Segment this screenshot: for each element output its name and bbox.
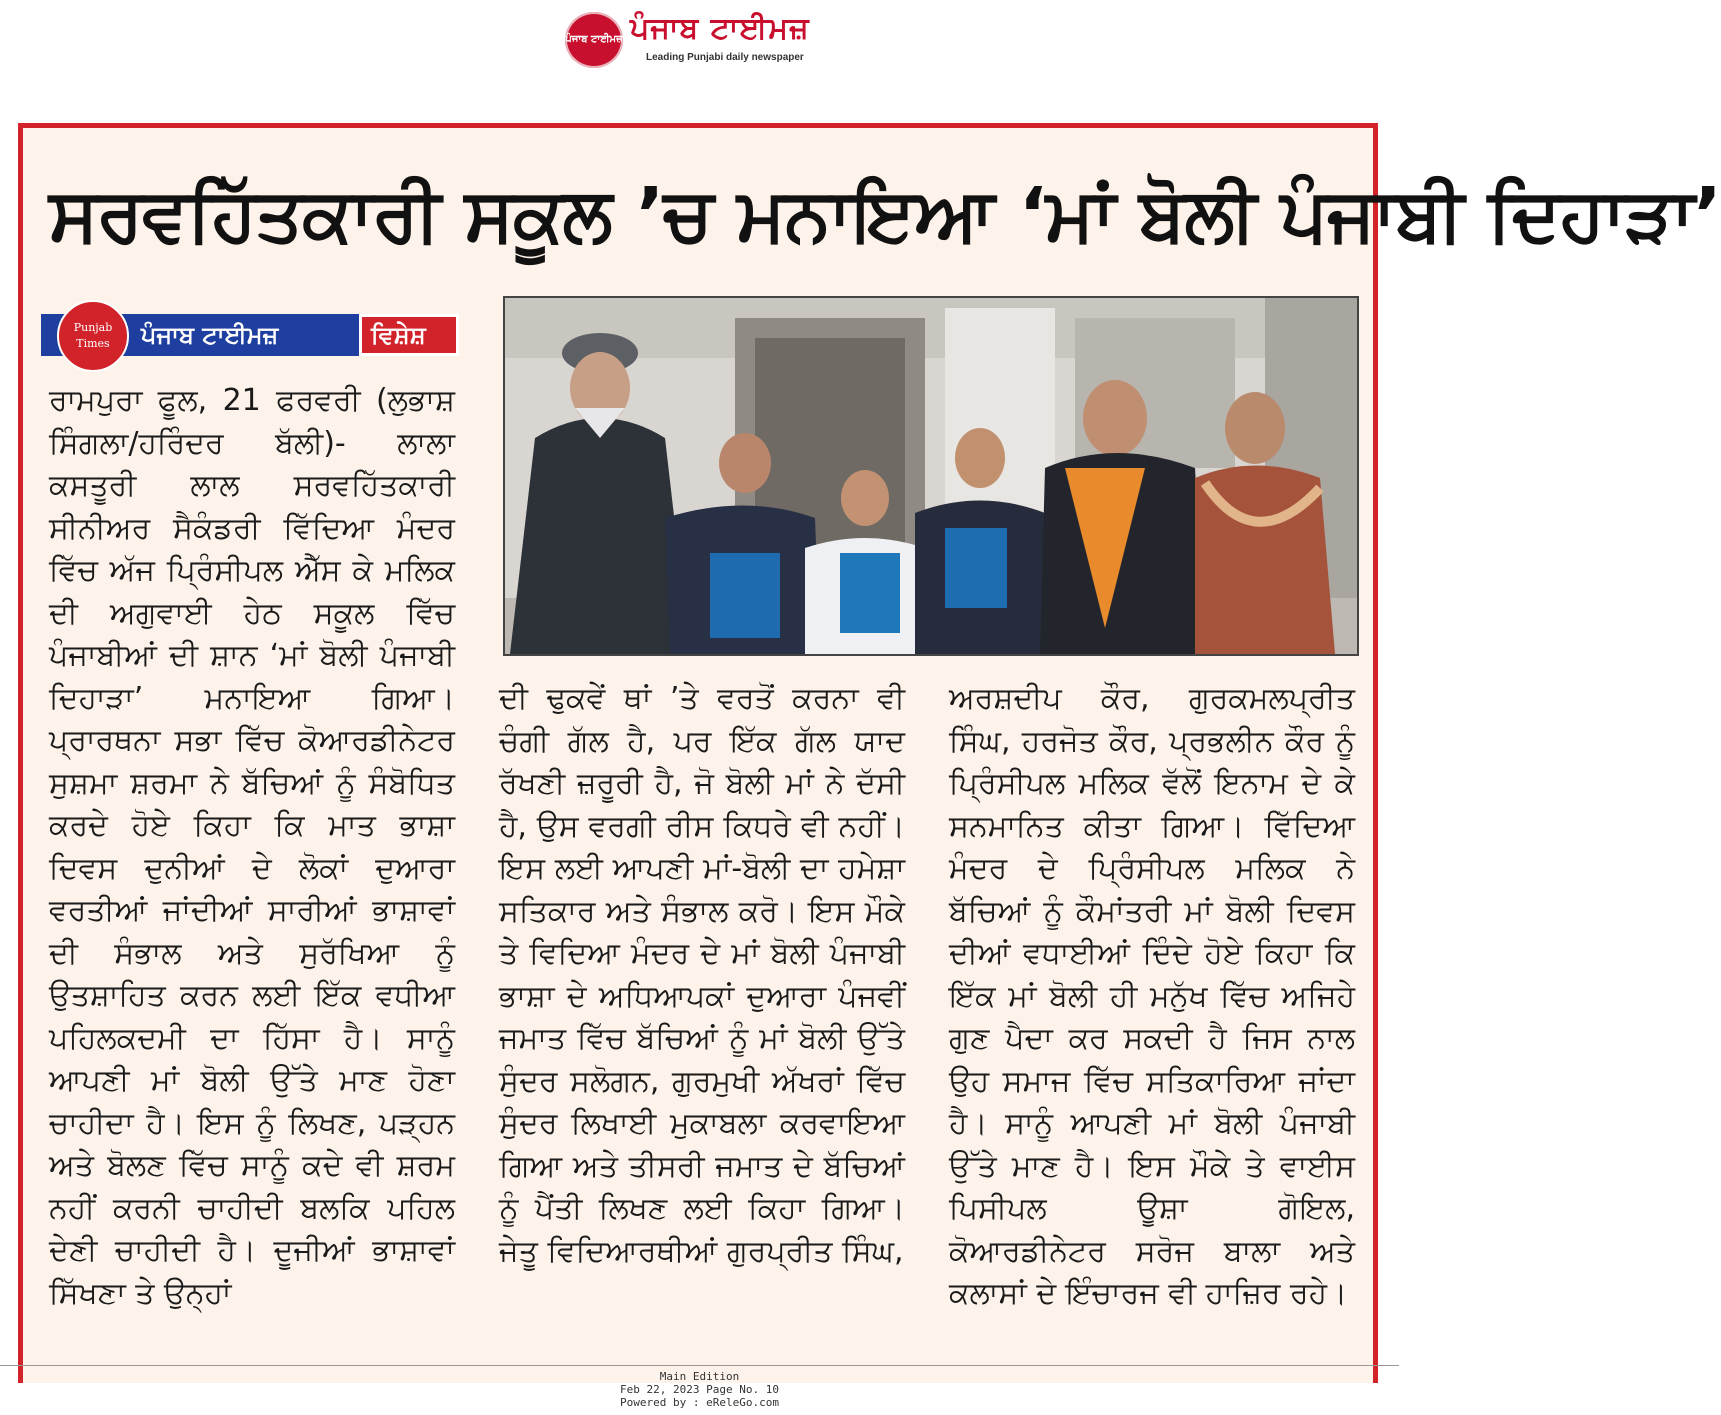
article-photo [503,296,1359,656]
badge-section-tag: ਵਿਸ਼ੇਸ਼ [371,321,426,349]
newspaper-tagline: Leading Punjabi daily newspaper [646,52,804,63]
footer-date-page: Feb 22, 2023 Page No. 10 [620,1383,779,1396]
masthead-logo: ਪੰਜਾਬ ਟਾਈਮਜ਼ [565,12,623,68]
article-column-1: ਰਾਮਪੁਰਾ ਫੂਲ, 21 ਫਰਵਰੀ (ਲੁਭਾਸ਼ ਸਿੰਗਲਾ/ਹਰਿੰਦਰ ਬੱਲੀ)- ਲਾਲਾ ਕਸਤੂਰੀ ਲਾਲ ਸਰਵਹਿੱਤਕਾਰੀ ਸੀਨੀਅਰ ਸੈਕੰਡਰੀ ਵਿੱਦਿਆ ਮੰਦਰ ਵਿੱਚ ਅੱਜ ਪ੍ਰਿੰਸੀਪਲ ਐੱਸ ਕੇ ਮਲਿਕ ਦੀ ਅਗੁਵਾਈ ਹੇਠ ਸਕੂਲ ਵਿੱਚ ਪੰਜਾਬੀਆਂ ਦੀ ਸ਼ਾਨ ‘ਮਾਂ ਬੋਲੀ ਪੰਜਾਬੀ ਦਿਹਾੜਾ’ ਮਨਾਇਆ ਗਿਆ। ਪ੍ਰਾਰਥਨਾ ਸਭਾ ਵਿੱਚ ਕੋਆਰਡੀਨੇਟਰ ਸੁਸ਼ਮਾ ਸ਼ਰਮਾ ਨੇ ਬੱਚਿਆਂ ਨੂੰ ਸੰਬੋਧਿਤ ਕਰਦੇ ਹੋਏ ਕਿਹਾ ਕਿ ਮਾਤ ਭਾਸ਼ਾ ਦਿਵਸ ਦੁਨੀਆਂ ਦੇ ਲੋਕਾਂ ਦੁਆਰਾ ਵਰਤੀਆਂ ਜਾਂਦੀਆਂ ਸਾਰੀਆਂ ਭਾਸ਼ਾਵਾਂ ਦੀ ਸੰਭਾਲ ਅਤੇ ਸੁਰੱਖਿਆ ਨੂੰ ਉਤਸ਼ਾਹਿਤ ਕਰਨ ਲਈ ਇੱਕ ਵਧੀਆ ਪਹਿਲਕਦਮੀ ਦਾ ਹਿੱਸਾ ਹੈ। ਸਾਨੂੰ ਆਪਣੀ ਮਾਂ ਬੋਲੀ ਉੱਤੇ ਮਾਣ ਹੋਣਾ ਚਾਹੀਦਾ ਹੈ। ਇਸ ਨੂੰ ਲਿਖਣ, ਪੜ੍ਹਨ ਅਤੇ ਬੋਲਣ ਵਿੱਚ ਸਾਨੂੰ ਕਦੇ ਵੀ ਸ਼ਰਮ ਨਹੀਂ ਕਰਨੀ ਚਾਹੀਦੀ ਬਲਕਿ ਪਹਿਲ ਦੇਣੀ ਚਾਹੀਦੀ ਹੈ। ਦੂਜੀਆਂ ਭਾਸ਼ਾਵਾਂ ਸਿੱਖਣਾ ਤੇ ਉਨ੍ਹਾਂ [49,383,455,1311]
article-clipping [18,123,1721,1383]
article-headline: ਸਰਵਹਿੱਤਕਾਰੀ ਸਕੂਲ ’ਚ ਮਨਾਇਆ ‘ਮਾਂ ਬੋਲੀ ਪੰਜਾਬੀ ਦਿਹਾੜਾ’ [49,172,1721,258]
section-badge [41,314,459,356]
footer-powered-by: Powered by : eReleGo.com [620,1396,779,1409]
badge-logo: Punjab Times [57,300,129,372]
article-column-2: ਦੀ ਢੁਕਵੇਂ ਥਾਂ ’ਤੇ ਵਰਤੋਂ ਕਰਨਾ ਵੀ ਚੰਗੀ ਗੱਲ ਹੈ, ਪਰ ਇੱਕ ਗੱਲ ਯਾਦ ਰੱਖਣੀ ਜ਼ਰੂਰੀ ਹੈ, ਜੋ ਬੋਲੀ ਮਾਂ ਨੇ ਦੱਸੀ ਹੈ, ਉਸ ਵਰਗੀ ਰੀਸ ਕਿਧਰੇ ਵੀ ਨਹੀਂ। ਇਸ ਲਈ ਆਪਣੀ ਮਾਂ-ਬੋਲੀ ਦਾ ਹਮੇਸ਼ਾ ਸਤਿਕਾਰ ਅਤੇ ਸੰਭਾਲ ਕਰੋ। ਇਸ ਮੌਕੇ ਤੇ ਵਿਦਿਆ ਮੰਦਰ ਦੇ ਮਾਂ ਬੋਲੀ ਪੰਜਾਬੀ ਭਾਸ਼ਾ ਦੇ ਅਧਿਆਪਕਾਂ ਦੁਆਰਾ ਪੰਜਵੀਂ ਜਮਾਤ ਵਿੱਚ ਬੱਚਿਆਂ ਨੂੰ ਮਾਂ ਬੋਲੀ ਉੱਤੇ ਸੁੰਦਰ ਸਲੋਗਨ, ਗੁਰਮੁਖੀ ਅੱਖਰਾਂ ਵਿੱਚ ਸੁੰਦਰ ਲਿਖਾਈ ਮੁਕਾਬਲਾ ਕਰਵਾਇਆ ਗਿਆ ਅਤੇ ਤੀਸਰੀ ਜਮਾਤ ਦੇ ਬੱਚਿਆਂ ਨੂੰ ਪੈਂਤੀ ਲਿਖਣ ਲਈ ਕਿਹਾ ਗਿਆ। ਜੇਤੂ ਵਿਦਿਆਰਥੀਆਂ ਗੁਰਪ੍ਰੀਤ ਸਿੰਘ, [499,681,905,1269]
group-photo-image [505,298,1357,654]
footer-edition: Main Edition [659,1370,740,1383]
masthead [0,0,1399,80]
newspaper-name: ਪੰਜਾਬ ਟਾਈਮਜ਼ [630,11,810,46]
badge-paper-name: ਪੰਜਾਬ ਟਾਈਮਜ਼ [141,321,279,349]
page-footer [0,1365,1399,1409]
article-column-3: ਅਰਸ਼ਦੀਪ ਕੌਰ, ਗੁਰਕਮਲਪ੍ਰੀਤ ਸਿੰਘ, ਹਰਜੋਤ ਕੌਰ, ਪ੍ਰਭਲੀਨ ਕੌਰ ਨੂੰ ਪ੍ਰਿੰਸੀਪਲ ਮਲਿਕ ਵੱਲੋਂ ਇਨਾਮ ਦੇ ਕੇ ਸਨਮਾਨਿਤ ਕੀਤਾ ਗਿਆ। ਵਿੱਦਿਆ ਮੰਦਰ ਦੇ ਪ੍ਰਿੰਸੀਪਲ ਮਲਿਕ ਨੇ ਬੱਚਿਆਂ ਨੂੰ ਕੌਮਾਂਤਰੀ ਮਾਂ ਬੋਲੀ ਦਿਵਸ ਦੀਆਂ ਵਧਾਈਆਂ ਦਿੰਦੇ ਹੋਏ ਕਿਹਾ ਕਿ ਇੱਕ ਮਾਂ ਬੋਲੀ ਹੀ ਮਨੁੱਖ ਵਿੱਚ ਅਜਿਹੇ ਗੁਣ ਪੈਦਾ ਕਰ ਸਕਦੀ ਹੈ ਜਿਸ ਨਾਲ ਉਹ ਸਮਾਜ ਵਿੱਚ ਸਤਿਕਾਰਿਆ ਜਾਂਦਾ ਹੈ। ਸਾਨੂੰ ਆਪਣੀ ਮਾਂ ਬੋਲੀ ਪੰਜਾਬੀ ਉੱਤੇ ਮਾਣ ਹੈ। ਇਸ ਮੌਕੇ ਤੇ ਵਾਈਸ ਪਿਸੀਪਲ ਊਸ਼ਾ ਗੋਇਲ, ਕੋਆਰਡੀਨੇਟਰ ਸਰੋਜ ਬਾਲਾ ਅਤੇ ਕਲਾਸਾਂ ਦੇ ਇੰਚਾਰਜ ਵੀ ਹਾਜ਼ਿਰ ਰਹੇ। [949,681,1355,1311]
